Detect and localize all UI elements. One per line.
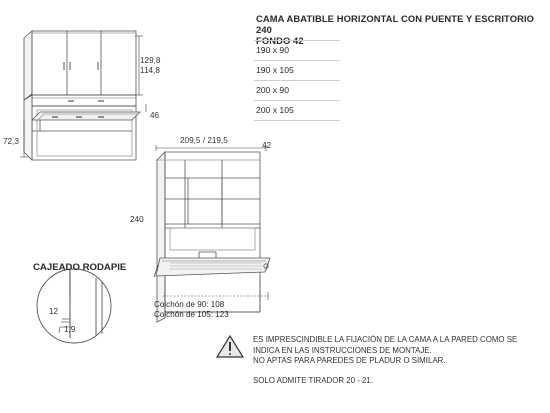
notice-line-3: NO APTAS PARA PAREDES DE PLADUR O SIMILAR.	[253, 356, 446, 365]
size-row: 200 x 105	[254, 101, 340, 121]
warning-icon	[217, 336, 243, 357]
elevation-cabinet	[154, 152, 270, 322]
size-row: 190 x 105	[254, 61, 340, 81]
dim-width: 209,5 / 219,5	[180, 136, 228, 145]
elevation-dimension-lines	[156, 145, 268, 300]
cajeado-title: CAJEADO RODAPIE	[33, 262, 127, 273]
size-row: 200 x 90	[254, 81, 340, 101]
title-line-2: FONDO 42	[256, 35, 304, 46]
dim-height-top: 129,8	[140, 56, 161, 65]
cajeado-width: 1,9	[64, 325, 76, 334]
notice-line-1: ES IMPRESCINDIBLE LA FIJACIÓN DE LA CAMA A LA PARED COMO SE	[253, 335, 518, 344]
cajeado-height: 12	[49, 307, 59, 316]
front-dimension-lines	[20, 36, 146, 157]
mattress-line-105: Colchón de 105: 123	[154, 310, 229, 319]
dim-height-bottom: 114,8	[140, 66, 160, 75]
title-line-1: CAMA ABATIBLE HORIZONTAL CON PUENTE Y ESCRITORIO 240	[256, 13, 535, 35]
dim-total-height: 240	[130, 215, 144, 224]
installation-notice	[253, 335, 543, 367]
dim-depth-front: 46	[150, 111, 160, 120]
notice-line-2: INDICA EN LAS INSTRUCCIONES DE MONTAJE.	[253, 345, 432, 355]
mattress-line-90: Colchón de 90: 108	[154, 300, 225, 309]
size-row: 190 x 90	[254, 40, 340, 61]
front-cabinet	[24, 31, 140, 160]
dim-depth-side: 42	[262, 141, 272, 150]
dim-bed-height: 72,3	[3, 137, 19, 146]
mattress-info	[154, 300, 229, 320]
handle-note: SOLO ADMITE TIRADOR 20 - 21.	[253, 376, 374, 385]
